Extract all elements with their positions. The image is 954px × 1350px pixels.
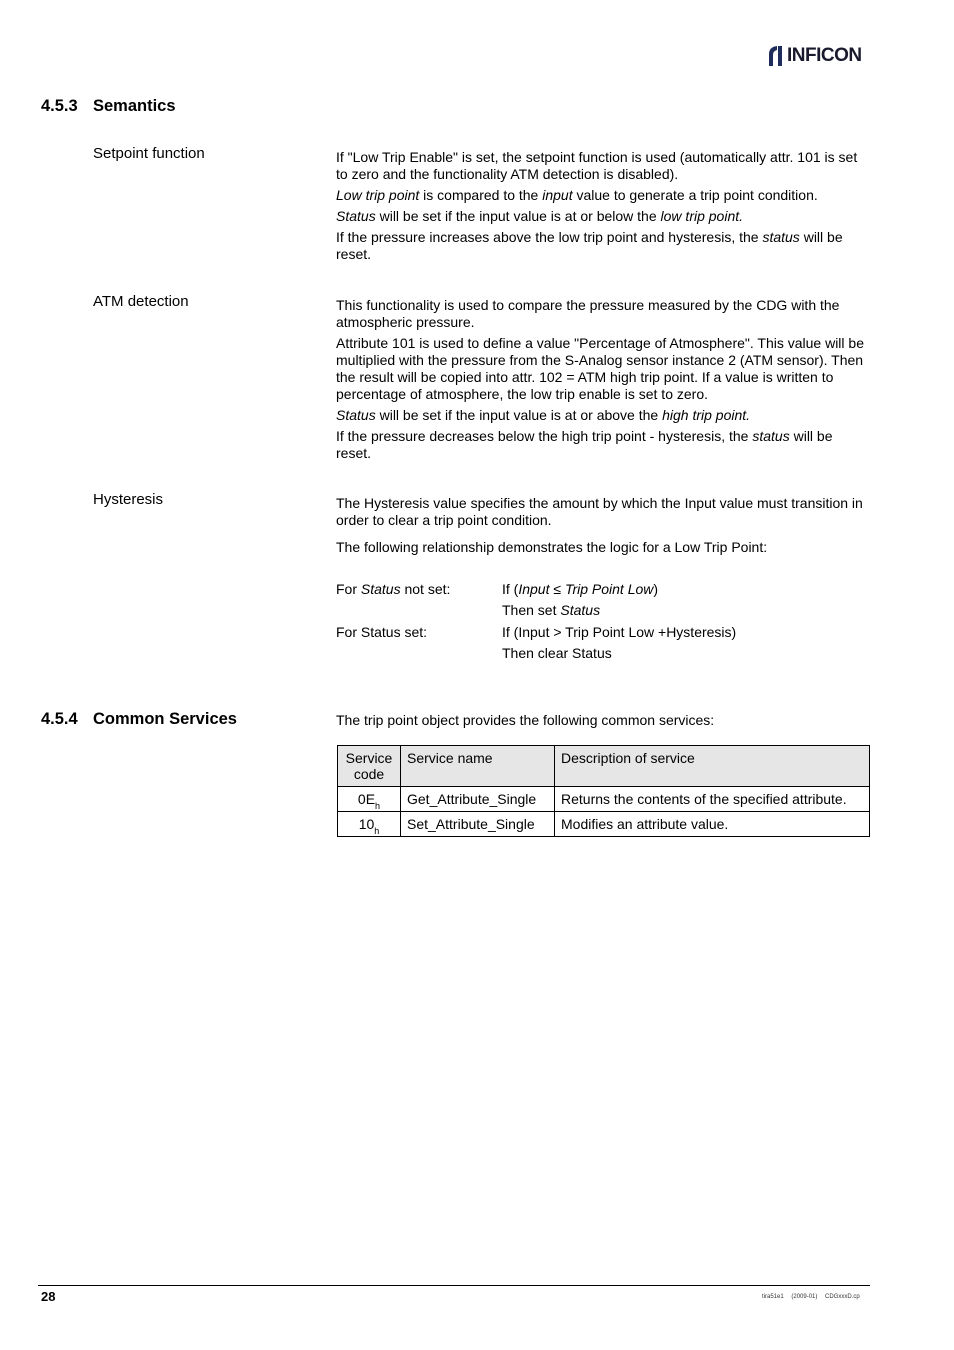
logic-row-label: For Status not set: — [336, 581, 451, 597]
paragraph: The following relationship demonstrates the logic for a Low Trip Point: — [336, 539, 768, 555]
service-name-cell: Get_Attribute_Single — [401, 787, 555, 812]
table-header-cell: Service name — [401, 746, 555, 787]
footer-divider — [38, 1285, 870, 1286]
section-title: Semantics — [93, 97, 176, 115]
hysteresis-text — [336, 495, 866, 560]
logic-action: Then clear Status — [502, 645, 612, 661]
paragraph: If "Low Trip Enable" is set, the setpoint function is used (automatically attr. 101 is set to zero and the functionality ATM detection is disabled). — [336, 149, 858, 182]
logic-condition: If (Input > Trip Point Low +Hysteresis) — [502, 624, 737, 640]
hysteresis-label: Hysteresis — [93, 491, 164, 508]
service-code-cell: $0E_h$ — [338, 787, 401, 812]
table-header-cell: Description of service — [555, 746, 870, 787]
service-desc-cell: Returns the contents of the specified attribute. — [555, 787, 870, 812]
section-title: Common Services — [93, 710, 237, 728]
logic-condition: If (Input ≤ Trip Point Low) — [502, 581, 659, 597]
atm-detection-text — [336, 297, 866, 466]
section-heading-semantics — [41, 96, 176, 116]
service-name-cell: Set_Attribute_Single — [401, 812, 555, 837]
paragraph: Status will be set if the input value is at or above the high trip point. — [336, 407, 751, 423]
services-table — [337, 745, 870, 837]
service-code-cell: $10_h$ — [338, 812, 401, 837]
setpoint-function-text — [336, 149, 866, 267]
inficon-logo-icon — [766, 44, 786, 68]
table-header-cell: Service code — [338, 746, 401, 787]
page-number: 28 — [41, 1289, 56, 1304]
logic-action: Then set Status — [502, 602, 601, 618]
logo-text: INFICON — [787, 45, 862, 66]
inficon-logo — [766, 44, 870, 68]
setpoint-function-label: Setpoint function — [93, 145, 205, 162]
paragraph: Attribute 101 is used to define a value "Percentage of Atmosphere". This value will be multiplied with the pressure from the S-Analog sensor instance 2 (ATM sensor). Then the result will be copied into attr. 102 = ATM high trip point. If a value is written to percentage of atmosphere, the low trip enable is set to zero. — [336, 335, 864, 402]
atm-detection-label: ATM detection — [93, 293, 189, 310]
section-heading-common-services — [41, 709, 237, 729]
paragraph: Low trip point is compared to the input value to generate a trip point condition. — [336, 187, 818, 203]
section-number: 4.5.4 — [41, 710, 78, 728]
common-services-intro: The trip point object provides the following common services: — [336, 712, 715, 728]
paragraph: The Hysteresis value specifies the amount by which the Input value must transition in order to clear a trip point condition. — [336, 495, 863, 528]
table-row — [338, 812, 870, 837]
paragraph: This functionality is used to compare the pressure measured by the CDG with the atmospheric pressure. — [336, 297, 840, 330]
paragraph: If the pressure decreases below the high trip point - hysteresis, the status will be reset. — [336, 428, 833, 461]
paragraph: If the pressure increases above the low trip point and hysteresis, the status will be reset. — [336, 229, 843, 262]
document-reference: tira51e1 (2009-01) CDGxxxD.cp — [762, 1294, 860, 1300]
section-number: 4.5.3 — [41, 97, 78, 115]
table-row — [338, 787, 870, 812]
logic-row-label: For Status set: — [336, 624, 428, 640]
table-header-row — [338, 746, 870, 787]
paragraph: Status will be set if the input value is at or below the low trip point. — [336, 208, 744, 224]
service-desc-cell: Modifies an attribute value. — [555, 812, 870, 837]
